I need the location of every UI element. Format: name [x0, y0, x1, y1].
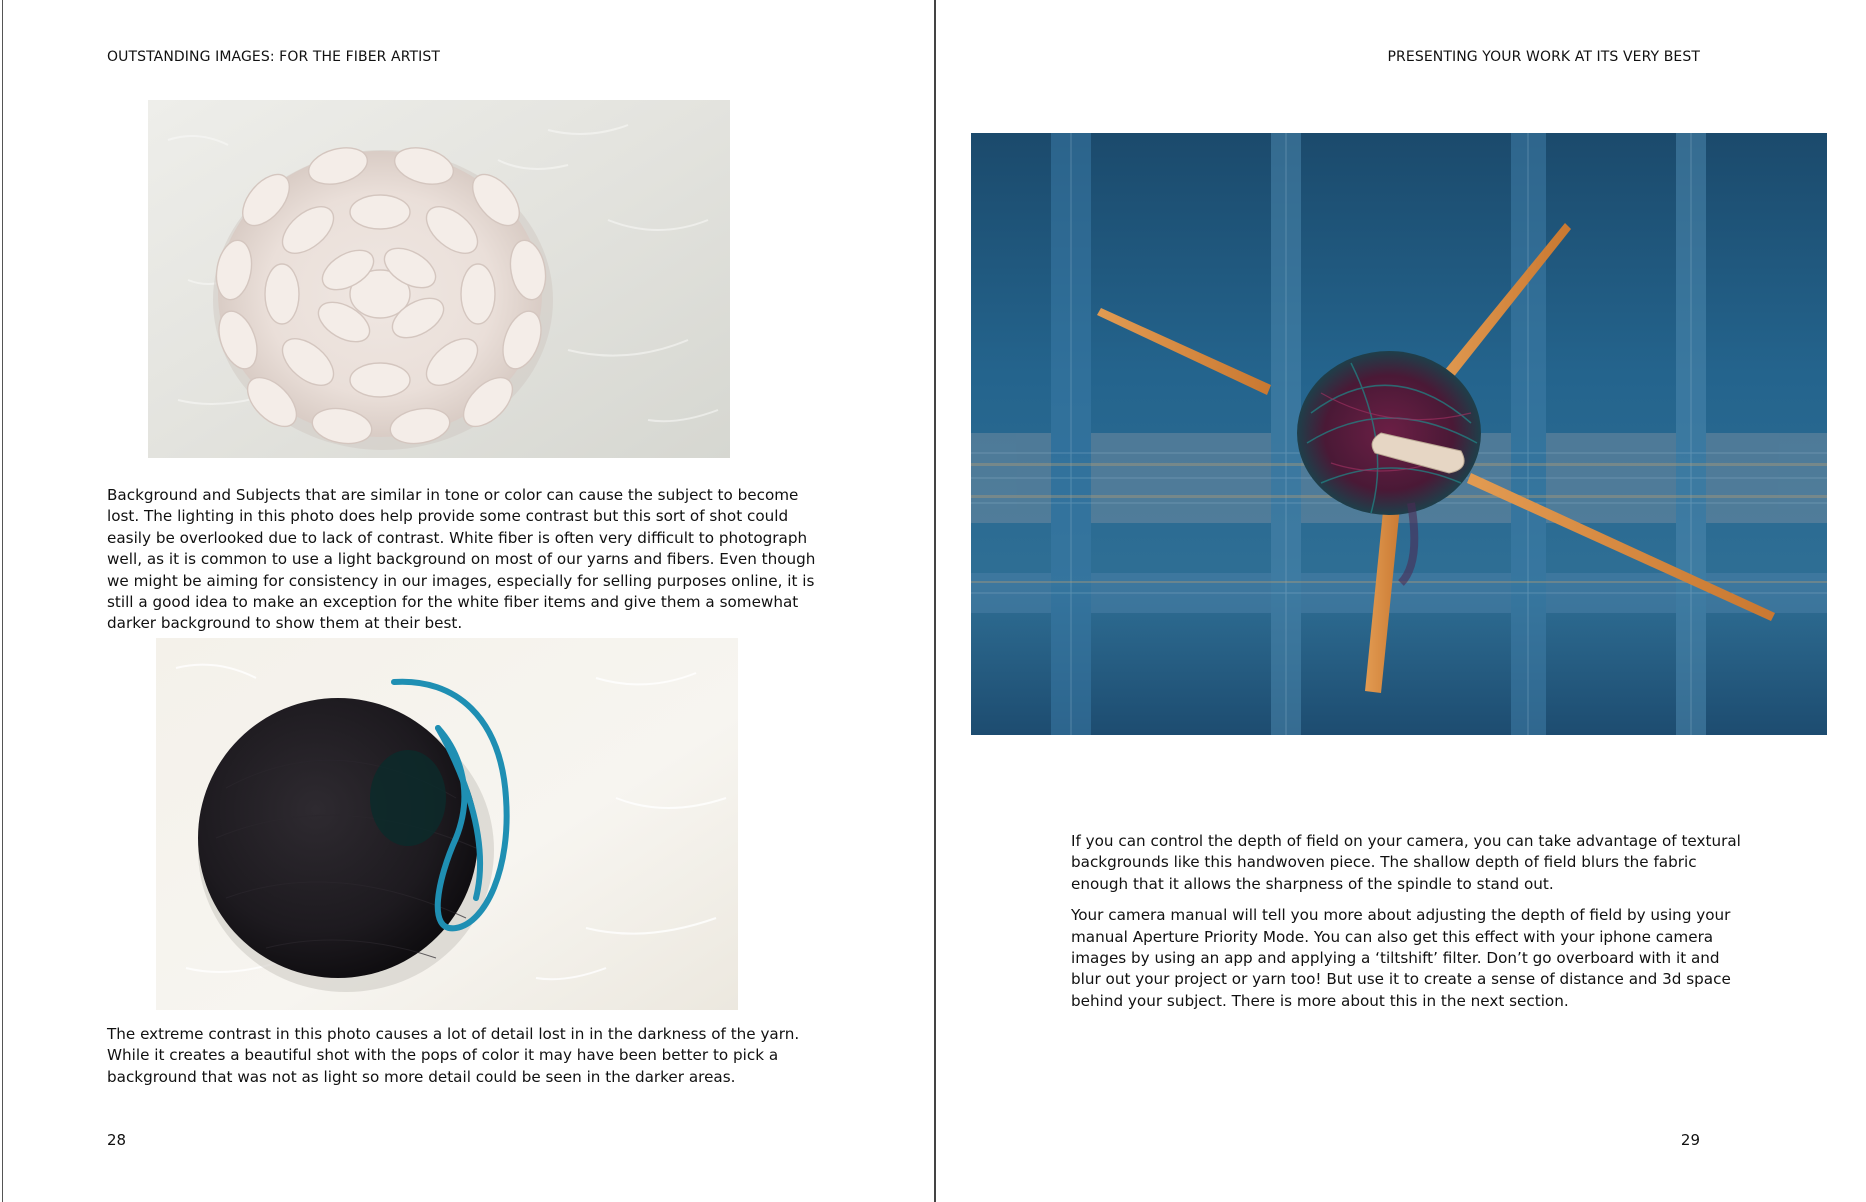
page-number-right: 29: [1680, 1131, 1700, 1149]
photo-black-yarn-ball: [156, 638, 738, 1010]
left-paragraph-1: [107, 485, 831, 645]
body-paragraph: Your camera manual will tell you more about adjusting the depth of field by using your manual Aperture Priority Mode. You can also get this effect with your iphone camera images by using an app and applying a ‘tiltshift’ filter. Don’t go overboard with it and blur out your project or yarn too! But use it to create a sense of distance and 3d space behind your subject. There is more about this in the next section.: [1071, 906, 1731, 1010]
left-paragraph-2: [107, 1024, 831, 1098]
book-gutter: [934, 0, 936, 1202]
body-paragraph: The extreme contrast in this photo causes a lot of detail lost in in the darkness of the yarn. While it creates a beautiful shot with the pops of color it may have been better to pick a background that was not as light so more detail could be seen in the darker areas.: [107, 1025, 800, 1086]
right-text-block: [1071, 831, 1751, 1022]
photo-spindle-on-handwoven: [971, 133, 1827, 735]
running-head-left: OUTSTANDING IMAGES: FOR THE FIBER ARTIST: [107, 49, 441, 65]
right-page: [937, 0, 1866, 1202]
body-paragraph: Background and Subjects that are similar in tone or color can cause the subject to become lost. The lighting in this photo does help provide some contrast but this sort of shot could easily be overlooked due to lack of contrast. White fiber is often very difficult to photograph well, as it is common to use a light background on most of our yarns and fibers. Even though we might be aiming for consistency in our images, especially for selling purposes online, it is still a good idea to make an exception for the white fiber items and give them a somewhat darker background to show them at their best.: [107, 486, 816, 633]
body-paragraph: If you can control the depth of field on your camera, you can take advantage of textural backgrounds like this handwoven piece. The shallow depth of field blurs the fabric enough that it allows the sharpness of the spindle to stand out.: [1071, 832, 1741, 893]
running-head-right: PRESENTING YOUR WORK AT ITS VERY BEST: [1387, 49, 1700, 65]
page-number-left: 28: [107, 1131, 127, 1149]
photo-white-roving-braid: [148, 100, 730, 458]
left-page: [4, 0, 933, 1202]
page-edge: [2, 0, 3, 1202]
